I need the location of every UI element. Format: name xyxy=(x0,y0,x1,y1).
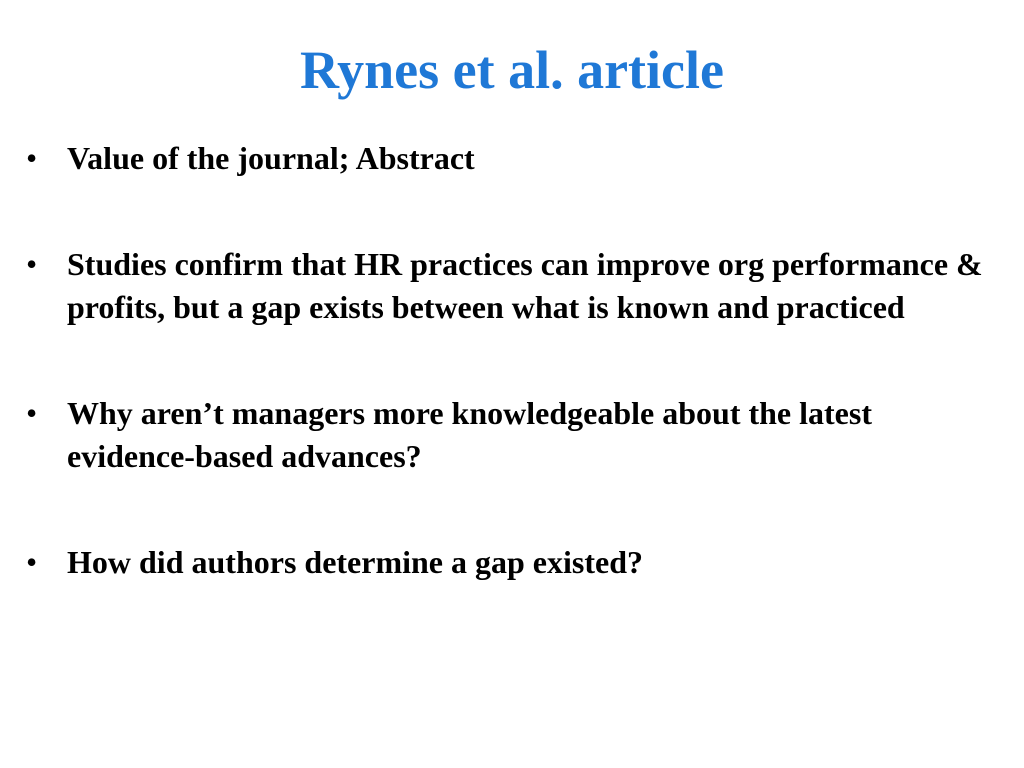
bullet-item xyxy=(26,541,986,584)
bullet-item xyxy=(26,392,986,478)
bullet-item xyxy=(26,137,986,180)
bullet-text: Why aren’t managers more knowledgeable about the latest evidence-based advances? xyxy=(67,395,872,474)
bullet-marker: • xyxy=(26,246,38,282)
bullet-marker: • xyxy=(26,395,38,431)
bullet-item xyxy=(26,243,986,329)
bullet-list xyxy=(26,137,986,584)
bullet-text: Value of the journal; Abstract xyxy=(67,140,475,176)
bullet-marker: • xyxy=(26,140,38,176)
bullet-text: How did authors determine a gap existed? xyxy=(67,544,643,580)
bullet-text: Studies confirm that HR practices can improve org performance & profits, but a gap exists between what is known and practiced xyxy=(67,246,983,325)
slide-title: Rynes et al. article xyxy=(300,40,724,100)
bullet-marker: • xyxy=(26,544,38,580)
